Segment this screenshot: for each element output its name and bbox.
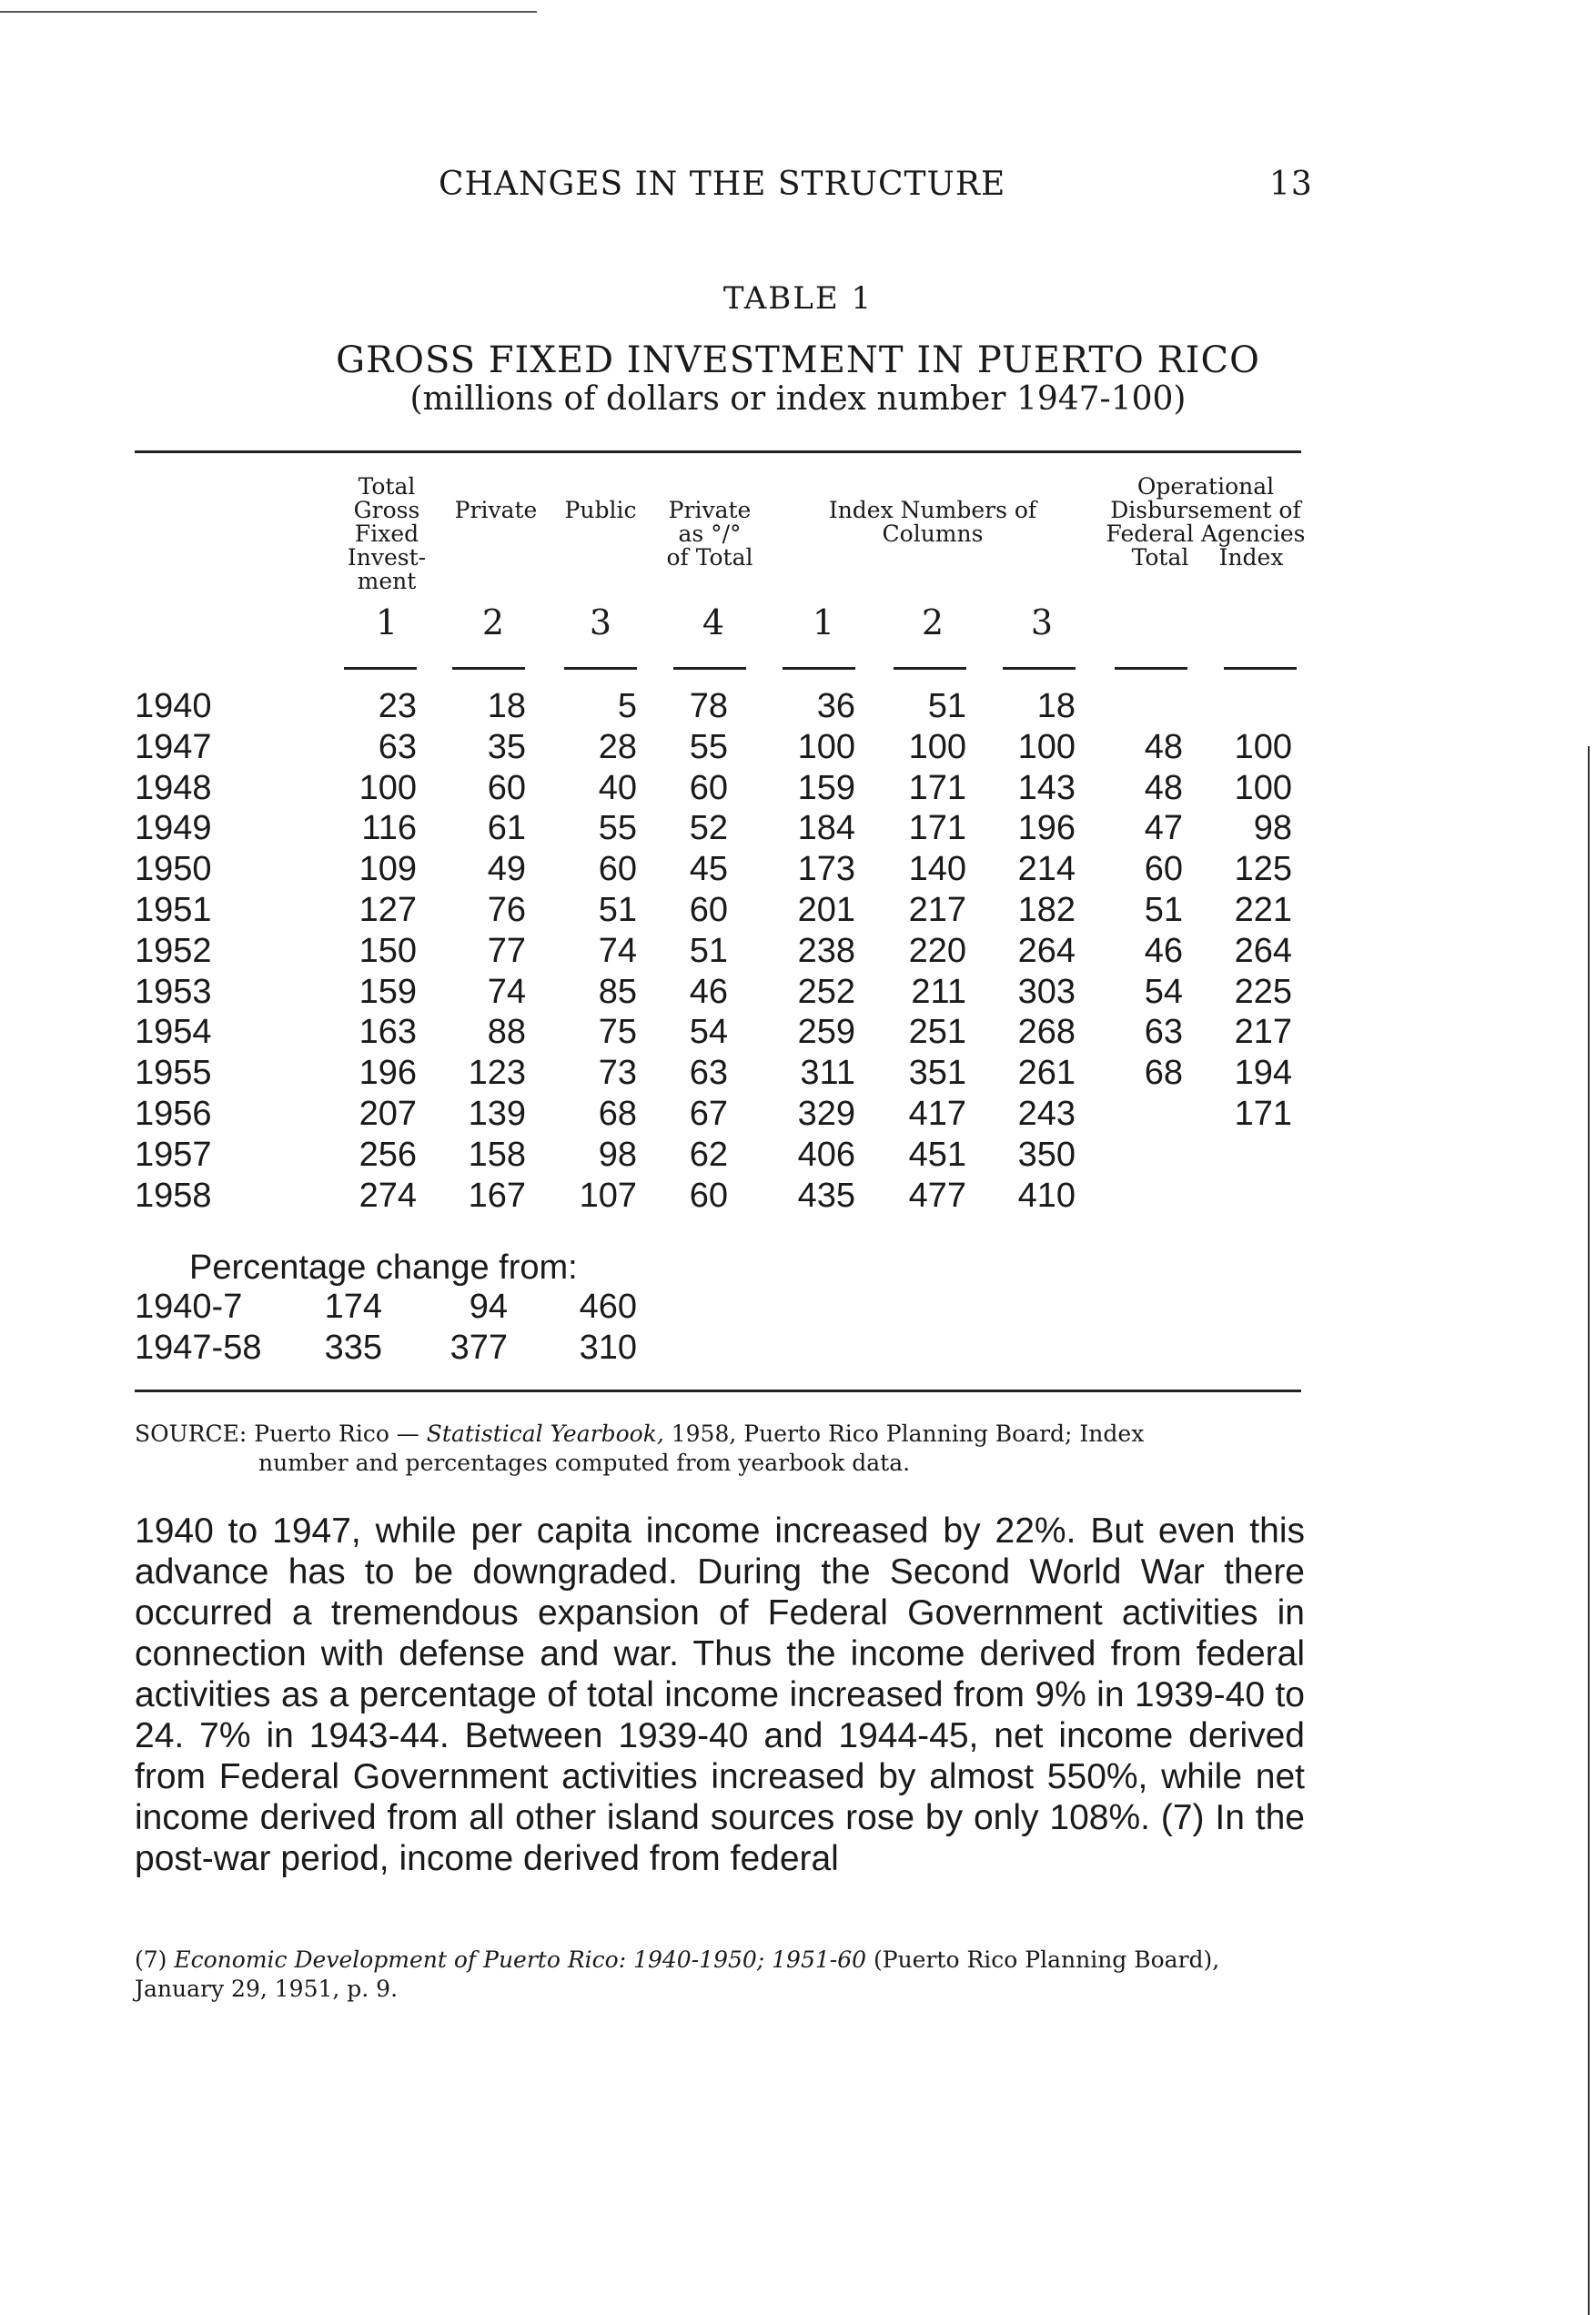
header-private: Private: [454, 497, 538, 523]
table-row: [0, 728, 1596, 768]
cell-total: 163: [359, 1013, 417, 1051]
source-text-2: 1958, Puerto Rico Planning Board; Index: [671, 1420, 1145, 1447]
cell-op_index: 221: [1234, 891, 1292, 929]
cell-public: 28: [598, 728, 637, 766]
cell-public: 75: [598, 1013, 637, 1051]
cell-i1: 184: [797, 809, 855, 847]
cell-private: 88: [487, 1013, 526, 1051]
cell-op_total: 47: [1144, 809, 1183, 847]
cell-pct: 78: [689, 687, 728, 725]
cell-i1: 435: [797, 1177, 855, 1215]
header-total-line: Gross: [353, 497, 420, 523]
table-row: [0, 687, 1596, 727]
header-operational-line: Operational: [1136, 473, 1275, 500]
cell-public: 5: [617, 687, 637, 725]
table-row: [0, 769, 1596, 809]
cell-public: 85: [598, 973, 637, 1011]
cell-i1: 100: [797, 728, 855, 766]
cell-op_total: 46: [1144, 932, 1183, 970]
header-underline: [452, 667, 525, 670]
cell-i1: 329: [797, 1095, 855, 1133]
table-bottom-rule: [135, 1390, 1301, 1392]
table-top-rule: [135, 450, 1301, 453]
scan-edge-line: [0, 11, 537, 13]
row-year: 1951: [135, 891, 212, 929]
cell-op_index: 225: [1234, 973, 1292, 1011]
row-year: 1952: [135, 932, 212, 970]
cell-i3: 410: [1017, 1177, 1076, 1215]
cell-op_index: 264: [1234, 932, 1292, 970]
source-italic: Statistical Yearbook,: [426, 1420, 664, 1447]
row-year: 1956: [135, 1095, 212, 1133]
cell-op_index: 98: [1253, 809, 1292, 847]
column-number: 4: [702, 602, 725, 642]
header-private-pct: [660, 499, 760, 570]
cell-i3: 264: [1017, 932, 1076, 970]
source-text-1: Puerto Rico —: [254, 1420, 419, 1447]
cell-i2: 140: [908, 850, 966, 888]
cell-i1: 238: [797, 932, 855, 970]
cell-total: 23: [378, 687, 417, 725]
footnote: [135, 1946, 1308, 2004]
cell-public: 74: [598, 932, 637, 970]
header-op-index: Index: [1218, 544, 1284, 571]
cell-pct: 60: [689, 1177, 728, 1215]
column-number: 2: [921, 602, 944, 642]
cell-i3: 100: [1017, 728, 1076, 766]
cell-total: 116: [361, 809, 417, 847]
pct-change-label: 1947-58: [135, 1329, 262, 1367]
cell-i1: 201: [797, 891, 855, 929]
cell-i2: 100: [908, 728, 966, 766]
cell-pct: 60: [689, 769, 728, 807]
header-total-line: Total: [358, 473, 416, 500]
row-year: 1940: [135, 687, 212, 725]
row-year: 1949: [135, 809, 212, 847]
table-row: [0, 973, 1596, 1013]
cell-total: 63: [378, 728, 417, 766]
cell-pct: 46: [689, 973, 728, 1011]
header-total-line: ment: [357, 568, 417, 594]
cell-total: 207: [359, 1095, 417, 1133]
pct-change-row: [0, 1329, 1596, 1369]
cell-private: 139: [468, 1095, 526, 1133]
table-label: TABLE 1: [722, 280, 874, 317]
cell-private: 77: [487, 932, 526, 970]
cell-total: 109: [359, 850, 417, 888]
cell-i3: 261: [1017, 1054, 1076, 1092]
pct-change-total: 335: [324, 1329, 382, 1367]
cell-pct: 54: [689, 1013, 728, 1051]
cell-public: 98: [598, 1136, 637, 1174]
cell-i3: 303: [1017, 973, 1076, 1011]
cell-i2: 351: [908, 1054, 966, 1092]
body-paragraph: 1940 to 1947, while per capita income increased by 22%. But even this advance has to be downgraded. During the Second World War there occurred a tremendous expansion of Federal Government activities in connection with defense and war. Thus the income derived from federal activities as a percentage of total income increased from 9% in 1939-40 to 24. 7% in 1943-44. Between 1939-40 and 1944-45, net income derived from Federal Government activities increased by almost 550%, while net income derived from all other island sources rose by only 108%. (7) In the post-war period, income derived from federal: [135, 1511, 1305, 1878]
pct-change-private: 94: [469, 1288, 508, 1326]
cell-i1: 406: [797, 1136, 855, 1174]
cell-pct: 62: [689, 1136, 728, 1174]
cell-private: 123: [468, 1054, 526, 1092]
header-op-total: Total: [1131, 544, 1189, 571]
cell-private: 18: [487, 687, 526, 725]
source-label: SOURCE:: [135, 1420, 247, 1447]
cell-op_index: 217: [1234, 1013, 1292, 1051]
header-total: [337, 475, 437, 593]
cell-i1: 159: [797, 769, 855, 807]
footnote-text: (Puerto Rico Planning Board), January 29, 1951, p. 9.: [135, 1946, 1220, 2002]
header-underline: [564, 667, 637, 670]
cell-pct: 67: [689, 1095, 728, 1133]
source-text-3: number and percentages computed from yearbook data.: [258, 1450, 911, 1476]
header-operational-line: Federal Agencies: [1106, 521, 1306, 547]
row-year: 1953: [135, 973, 212, 1011]
running-title: CHANGES IN THE STRUCTURE: [439, 166, 1006, 203]
cell-public: 60: [598, 850, 637, 888]
cell-i2: 220: [908, 932, 966, 970]
cell-public: 68: [598, 1095, 637, 1133]
row-year: 1957: [135, 1136, 212, 1174]
cell-i2: 451: [908, 1136, 966, 1174]
cell-private: 49: [487, 850, 526, 888]
cell-i2: 477: [908, 1177, 966, 1215]
table-row: [0, 932, 1596, 972]
cell-total: 127: [359, 891, 417, 929]
cell-i1: 173: [797, 850, 855, 888]
cell-i1: 259: [797, 1013, 855, 1051]
pct-change-total: 174: [324, 1288, 382, 1326]
cell-op_index: 100: [1234, 769, 1292, 807]
cell-pct: 52: [689, 809, 728, 847]
cell-total: 256: [359, 1136, 417, 1174]
table-row: [0, 1095, 1596, 1135]
header-operational: [1096, 475, 1315, 546]
cell-pct: 55: [689, 728, 728, 766]
cell-public: 107: [579, 1177, 637, 1215]
cell-private: 76: [487, 891, 526, 929]
header-private-pct-line: as °/°: [678, 521, 742, 547]
cell-pct: 60: [689, 891, 728, 929]
cell-total: 150: [359, 932, 417, 970]
pct-change-label: 1940-7: [135, 1288, 243, 1326]
cell-i3: 143: [1017, 769, 1076, 807]
table-row: [0, 1177, 1596, 1217]
cell-total: 196: [359, 1054, 417, 1092]
cell-i1: 252: [797, 973, 855, 1011]
header-private-pct-line: Private: [668, 497, 752, 523]
header-underline: [1224, 667, 1297, 670]
cell-i2: 171: [908, 809, 966, 847]
cell-i3: 182: [1017, 891, 1076, 929]
cell-i3: 350: [1017, 1136, 1076, 1174]
header-public: Public: [564, 497, 637, 523]
row-year: 1950: [135, 850, 212, 888]
cell-private: 35: [487, 728, 526, 766]
table-row: [0, 809, 1596, 849]
table-row: [0, 850, 1596, 890]
cell-op_index: 125: [1234, 850, 1292, 888]
table-row: [0, 1054, 1596, 1094]
cell-i2: 171: [908, 769, 966, 807]
page-number: 13: [1269, 166, 1313, 203]
cell-op_total: 54: [1144, 973, 1183, 1011]
column-number: 3: [1030, 602, 1054, 642]
table-source-note: [135, 1420, 1308, 1478]
header-total-line: Invest-: [347, 544, 427, 571]
header-underline: [1115, 667, 1187, 670]
column-number: 1: [375, 602, 399, 642]
cell-i2: 417: [908, 1095, 966, 1133]
row-year: 1958: [135, 1177, 212, 1215]
header-underline: [894, 667, 966, 670]
header-underline: [344, 667, 417, 670]
column-number: 3: [589, 602, 612, 642]
cell-op_index: 171: [1234, 1095, 1292, 1133]
pct-change-public: 460: [579, 1288, 637, 1326]
cell-pct: 63: [689, 1054, 728, 1092]
cell-i1: 311: [800, 1054, 855, 1092]
header-underline: [783, 667, 855, 670]
cell-i2: 251: [908, 1013, 966, 1051]
table-row: [0, 1136, 1596, 1176]
cell-op_total: 51: [1144, 891, 1183, 929]
header-private-pct-line: of Total: [666, 544, 753, 571]
scan-right-edge: [1588, 746, 1590, 2315]
cell-op_index: 100: [1234, 728, 1292, 766]
cell-private: 158: [468, 1136, 526, 1174]
pct-change-private: 377: [450, 1329, 508, 1367]
cell-public: 55: [598, 809, 637, 847]
table-subtitle: (millions of dollars or index number 1947-100): [409, 380, 1187, 418]
cell-public: 51: [598, 891, 637, 929]
row-year: 1955: [135, 1054, 212, 1092]
pct-change-row: [0, 1288, 1596, 1328]
cell-i1: 36: [816, 687, 855, 725]
table-title: GROSS FIXED INVESTMENT IN PUERTO RICO: [336, 339, 1260, 381]
cell-i2: 217: [908, 891, 966, 929]
cell-op_total: 63: [1144, 1013, 1183, 1051]
header-index-line: Index Numbers of: [828, 497, 1037, 523]
cell-private: 60: [487, 769, 526, 807]
cell-private: 167: [468, 1177, 526, 1215]
cell-pct: 51: [689, 932, 728, 970]
cell-i3: 243: [1017, 1095, 1076, 1133]
cell-i2: 211: [911, 973, 966, 1011]
footnote-marker: (7): [135, 1946, 167, 1973]
cell-private: 74: [487, 973, 526, 1011]
cell-i3: 268: [1017, 1013, 1076, 1051]
cell-total: 274: [359, 1177, 417, 1215]
table-row: [0, 1013, 1596, 1053]
footnote-italic: Economic Development of Puerto Rico: 1940-1950; 1951-60: [174, 1946, 867, 1973]
pct-change-public: 310: [579, 1329, 637, 1367]
cell-total: 159: [359, 973, 417, 1011]
pct-change-title: Percentage change from:: [189, 1248, 578, 1287]
header-index: [801, 499, 1065, 546]
cell-i3: 214: [1017, 850, 1076, 888]
cell-op_total: 68: [1144, 1054, 1183, 1092]
cell-op_total: 48: [1144, 769, 1183, 807]
header-underline: [1003, 667, 1076, 670]
cell-op_index: 194: [1234, 1054, 1292, 1092]
cell-i3: 18: [1036, 687, 1076, 725]
header-underline: [673, 667, 746, 670]
header-operational-line: Disbursement of: [1110, 497, 1301, 523]
cell-public: 73: [598, 1054, 637, 1092]
cell-i3: 196: [1017, 809, 1076, 847]
cell-op_total: 48: [1144, 728, 1183, 766]
table-row: [0, 891, 1596, 931]
cell-op_total: 60: [1144, 850, 1183, 888]
column-number: 2: [481, 602, 505, 642]
row-year: 1954: [135, 1013, 212, 1051]
cell-total: 100: [359, 769, 417, 807]
cell-public: 40: [598, 769, 637, 807]
header-total-line: Fixed: [354, 521, 419, 547]
cell-private: 61: [487, 809, 526, 847]
column-number: 1: [812, 602, 835, 642]
row-year: 1947: [135, 728, 212, 766]
header-index-line: Columns: [882, 521, 984, 547]
row-year: 1948: [135, 769, 212, 807]
cell-i2: 51: [927, 687, 966, 725]
cell-pct: 45: [689, 850, 728, 888]
